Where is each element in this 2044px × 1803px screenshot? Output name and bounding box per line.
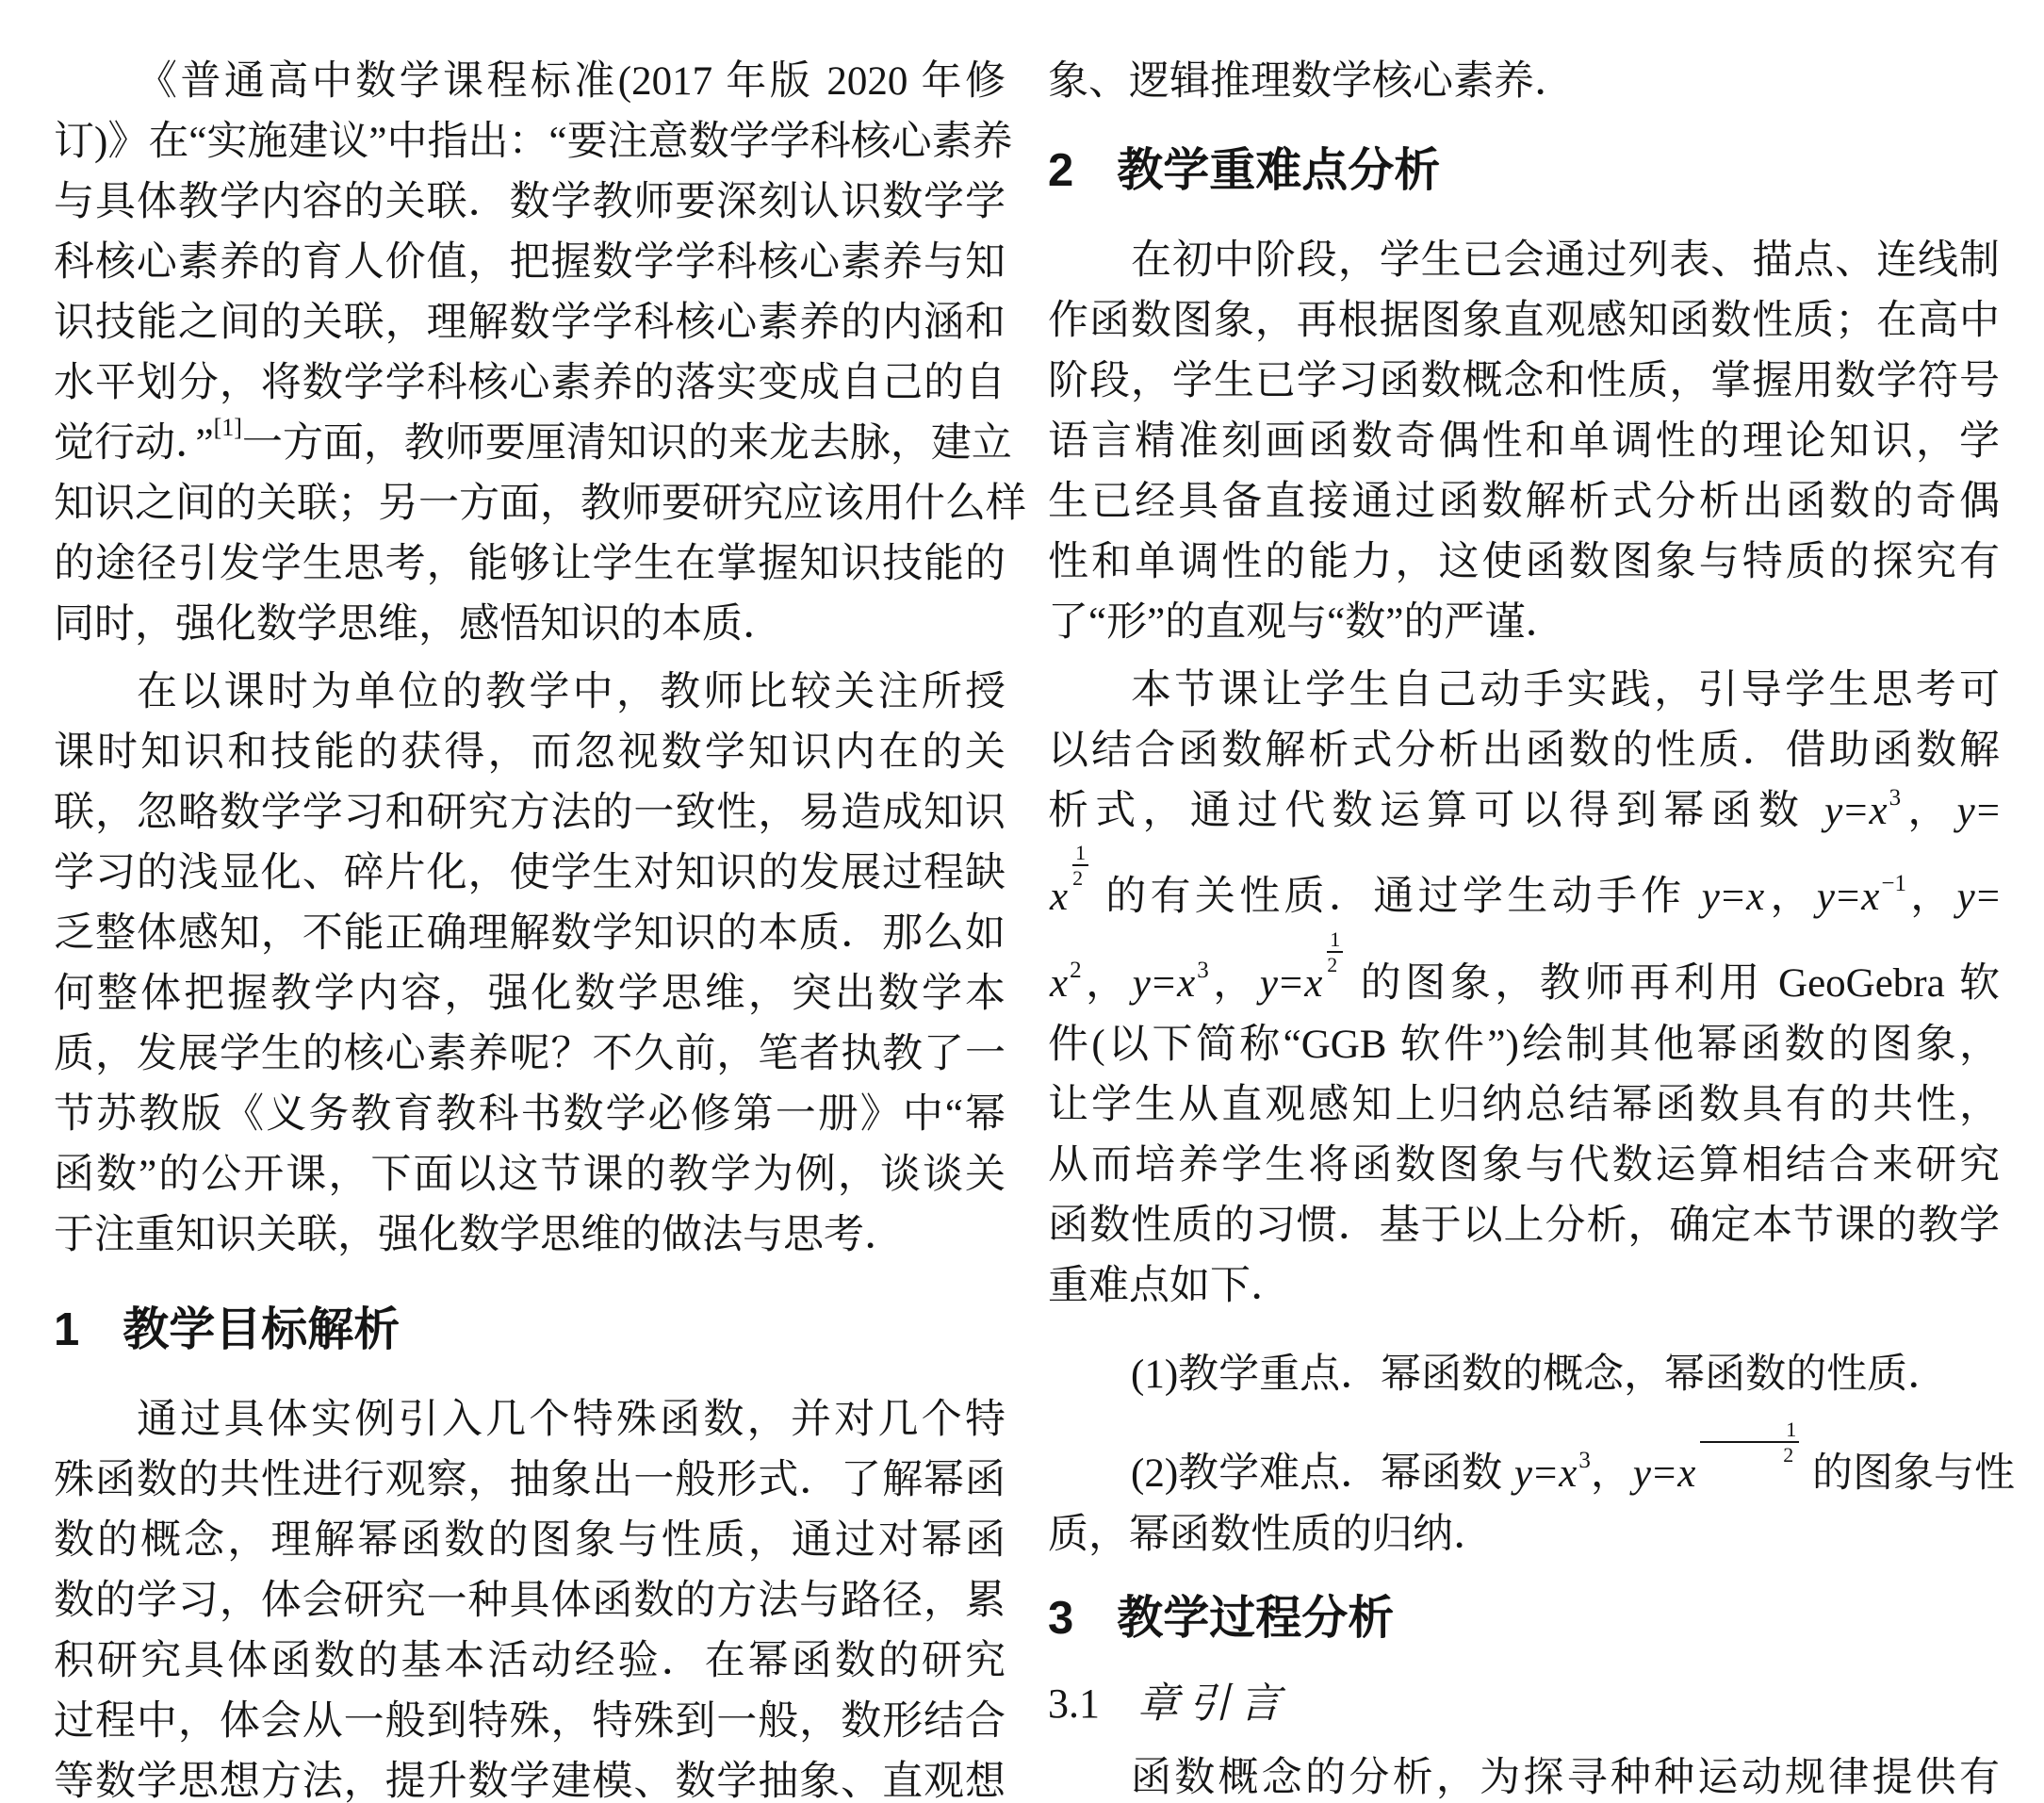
text-line: 件(以下简称“GGB 软件”)绘制其他幂函数的图象， <box>1048 1023 2000 1067</box>
section-title: 教学过程分析 <box>1117 1593 1395 1644</box>
text-line: 乏整体感知，不能正确理解数学知识的本质．那么如 <box>54 911 1006 956</box>
paragraph-goals <box>54 1390 1006 1803</box>
text-line: 水平划分，将数学学科核心素养的落实变成自己的自 <box>54 361 1006 405</box>
text-line: 本节课让学生自己动手实践，引导学生思考可 <box>1131 668 2000 713</box>
text-line: 识技能之间的关联，理解数学学科核心素养的内涵和 <box>54 301 1006 345</box>
text-line-with-ref: 觉行动．”[1]一方面，教师要厘清知识的来龙去脉，建立 <box>54 414 1012 466</box>
section-number: 3 <box>1048 1593 1074 1644</box>
text-line: 性和单调性的能力，这使函数图象与特质的探究有 <box>1048 540 2000 584</box>
text-line: 函数概念的分析，为探寻种种运动规律提供有 <box>1131 1756 2000 1800</box>
section-number: 1 <box>54 1304 80 1355</box>
text-line: 何整体把握教学内容，强化数学思维，突出数学本 <box>54 972 1006 1016</box>
paragraph-intro-1 <box>54 52 1026 655</box>
text-line: 课时知识和技能的获得，而忽视数学知识内在的关 <box>54 730 1006 775</box>
text-line: 函数性质的习惯．基于以上分析，确定本节课的教学 <box>1048 1204 2000 1248</box>
paragraph-learning-basis <box>1048 231 2000 653</box>
section-title: 教学目标解析 <box>123 1304 401 1355</box>
list-item-key-point <box>1048 1345 2000 1405</box>
paragraph-continuation <box>1048 52 2000 112</box>
text-line: 生已经具备直接通过函数解析式分析出函数的奇偶 <box>1048 480 2000 524</box>
text-line: 知识之间的关联；另一方面，教师要研究应该用什么样 <box>54 482 1026 526</box>
text-line: 与具体教学内容的关联．数学教师要深刻认识数学学 <box>54 180 1006 224</box>
text-line: 积研究具体函数的基本活动经验．在幂函数的研究 <box>54 1639 1006 1683</box>
left-column <box>54 52 1026 1803</box>
section-number: 2 <box>1048 145 1074 196</box>
text-line: 节苏教版《义务教育教科书数学必修第一册》中“幂 <box>54 1092 1006 1137</box>
text-line: 的途径引发学生思考，能够让学生在掌握知识技能的 <box>54 542 1006 586</box>
paragraph-intro-2 <box>54 663 1006 1266</box>
section-title: 教学重难点分析 <box>1117 145 1441 196</box>
text-line: 质，幂函数性质的归纳． <box>1048 1513 1494 1557</box>
text-line: 数的概念，理解幂函数的图象与性质，通过对幂函 <box>54 1518 1006 1563</box>
text-line: 同时，强化数学思维，感悟知识的本质． <box>54 602 783 647</box>
text-line: 重难点如下． <box>1048 1264 1291 1308</box>
text-line-math: 析式，通过代数运算可以得到幂函数 $y=x^3$，y= <box>1048 785 2001 833</box>
text-line: 数的学习，体会研究一种具体函数的方法与路径，累 <box>54 1579 1006 1623</box>
subsection-heading-3-1 <box>1048 1680 2000 1728</box>
text-line: 过程中，体会从一般到特殊，特殊到一般，数形结合 <box>54 1699 1006 1744</box>
subsection-title: 章引言 <box>1137 1680 1290 1727</box>
paragraph-chapter-intro <box>1048 1748 2000 1803</box>
text-line: 通过具体实例引入几个特殊函数，并对几个特 <box>137 1398 1006 1442</box>
section-heading-3 <box>1048 1594 2000 1643</box>
text-line: 让学生从直观感知上归纳总结幂函数具有的共性， <box>1048 1083 2000 1127</box>
text-line: 科核心素养的育人价值，把握数学学科核心素养与知 <box>54 240 1006 285</box>
text-line: 象、逻辑推理数学核心素养． <box>1048 59 1575 104</box>
right-column <box>1048 52 2016 1803</box>
text-line: (1)教学重点．幂函数的概念，幂函数的性质． <box>1131 1352 1949 1397</box>
section-heading-2 <box>1048 146 2000 195</box>
text-line: 《普通高中数学课程标准(2017 年版 2020 年修 <box>137 59 1006 104</box>
text-line: 在初中阶段，学生已会通过列表、描点、连线制 <box>1131 238 2000 283</box>
text-line: 订)》在“实施建议”中指出：“要注意数学学科核心素养 <box>54 120 1013 164</box>
text-line: 从而培养学生将函数图象与代数运算相结合来研究 <box>1048 1143 2000 1188</box>
subsection-number: 3.1 <box>1048 1680 1100 1727</box>
text-line: 殊函数的共性进行观察，抽象出一般形式．了解幂函 <box>54 1458 1006 1502</box>
list-item-difficult-point <box>1048 1418 2016 1565</box>
text-line: 函数”的公开课，下面以这节课的教学为例，谈谈关 <box>54 1153 1006 1197</box>
text-line-math: (2)教学难点．幂函数 $y=x^3$，y=x $\frac{1}{2}$ 的图象与性 <box>1131 1418 2016 1497</box>
text-line: 作函数图象，再根据图象直观感知函数性质；在高中 <box>1048 299 2000 343</box>
text-line: 在以课时为单位的教学中，教师比较关注所授 <box>137 670 1006 714</box>
text-line: 质，发展学生的核心素养呢？不久前，笔者执教了一 <box>54 1032 1006 1076</box>
text-line: 阶段，学生已学习函数概念和性质，掌握用数学符号 <box>1048 359 2000 403</box>
text-line: 学习的浅显化、碎片化，使学生对知识的发展过程缺 <box>54 851 1006 895</box>
text-line: 等数学思想方法，提升数学建模、数学抽象、直观想 <box>54 1760 1006 1803</box>
text-line: 于注重知识关联，强化数学思维的做法与思考． <box>54 1213 905 1257</box>
text-line: 了“形”的直观与“数”的严谨． <box>1048 600 1566 645</box>
text-line: 以结合函数解析式分析出函数的性质．借助函数解 <box>1048 729 2000 773</box>
text-line-math: $x^2$，$y=x^3$，y=x $\frac{1}{2}$ 的图象，教师再利用 GeoGebra 软 <box>1050 927 2001 1007</box>
text-line-math: x $\frac{1}{2}$ 的有关性质．通过学生动手作 y=x，$y=x^{-1}$，y= <box>1050 841 2000 920</box>
section-heading-1 <box>54 1305 1006 1354</box>
text-line: 语言精准刻画函数奇偶性和单调性的理论知识，学 <box>1048 419 2000 464</box>
text-line: 联，忽略数学学习和研究方法的一致性，易造成知识 <box>54 791 1006 835</box>
paragraph-lesson-design <box>1048 661 2000 1317</box>
